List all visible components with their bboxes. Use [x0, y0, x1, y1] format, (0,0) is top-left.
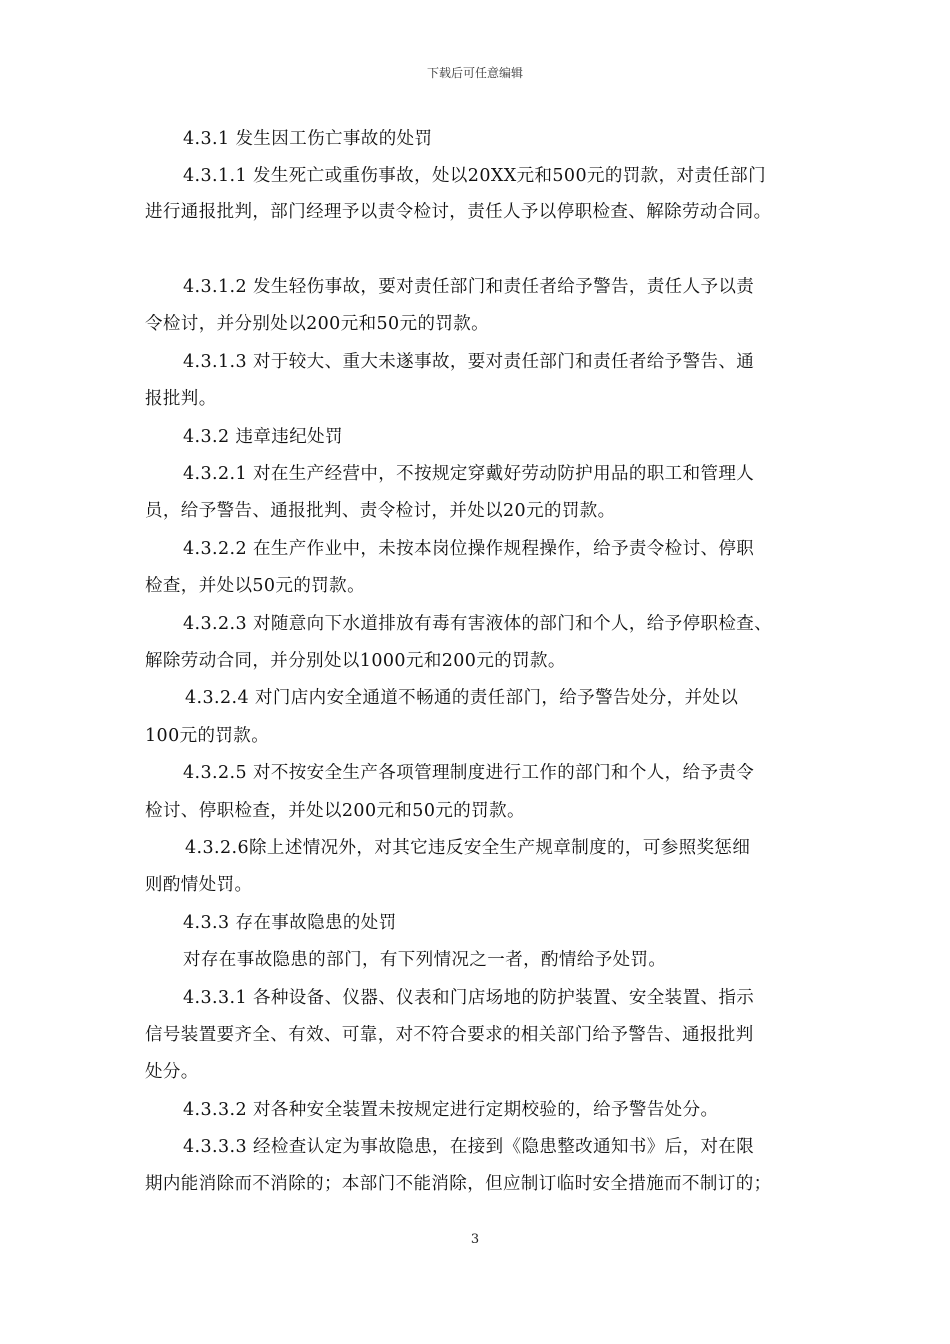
paragraph-line: 4.3.2.2 在生产作业中，未按本岗位操作规程操作，给予责令检讨、停职: [183, 539, 755, 559]
page-header: 下载后可任意编辑: [426, 66, 523, 80]
heading-4-3-1: 4.3.1 发生因工伤亡事故的处罚: [183, 129, 433, 149]
heading-4-3-2: 4.3.2 违章违纪处罚: [183, 427, 343, 447]
paragraph-line: 4.3.3.2 对各种安全装置未按规定进行定期校验的，给予警告处分。: [183, 1100, 719, 1120]
paragraph-line: 4.3.3.3 经检查认定为事故隐患，在接到《隐患整改通知书》后，对在限: [183, 1137, 755, 1157]
paragraph-line: 员，给予警告、通报批判、责令检讨，并处以20元的罚款。: [145, 501, 616, 521]
paragraph-line: 4.3.2.4 对门店内安全通道不畅通的责任部门，给予警告处分，并处以: [185, 688, 739, 708]
paragraph-line: 信号装置要齐全、有效、可靠，对不符合要求的相关部门给予警告、通报批判: [145, 1025, 754, 1045]
page-number: 3: [470, 1232, 480, 1247]
paragraph-line: 4.3.2.1 对在生产经营中，不按规定穿戴好劳动防护用品的职工和管理人: [183, 464, 755, 484]
paragraph-line: 检查，并处以50元的罚款。: [145, 576, 365, 596]
paragraph-line: 4.3.2.3 对随意向下水道排放有毒有害液体的部门和个人，给予停职检查、: [183, 614, 773, 634]
paragraph-line: 解除劳动合同，并分别处以1000元和200元的罚款。: [145, 651, 566, 671]
paragraph-line: 4.3.1.3 对于较大、重大未遂事故，要对责任部门和责任者给予警告、通: [183, 352, 755, 372]
paragraph-line: 4.3.2.5 对不按安全生产各项管理制度进行工作的部门和个人，给予责令: [183, 763, 755, 783]
paragraph-line: 处分。: [145, 1062, 199, 1082]
paragraph-line: 检讨、停职检查，并处以200元和50元的罚款。: [145, 801, 525, 821]
paragraph-line: 期内能消除而不消除的；本部门不能消除，但应制订临时安全措施而不制订的；: [145, 1174, 772, 1194]
paragraph-line: 则酌情处罚。: [145, 875, 253, 895]
paragraph-line: 进行通报批判，部门经理予以责令检讨，责任人予以停职检查、解除劳动合同。: [145, 202, 772, 222]
paragraph-line: 100元的罚款。: [145, 726, 270, 746]
paragraph-line: 4.3.2.6除上述情况外，对其它违反安全生产规章制度的，可参照奖惩细: [185, 838, 751, 858]
paragraph-line: 4.3.1.1 发生死亡或重伤事故，处以20XX元和500元的罚款，对责任部门: [183, 166, 766, 186]
paragraph-line: 4.3.1.2 发生轻伤事故，要对责任部门和责任者给予警告，责任人予以责: [183, 277, 755, 297]
paragraph-line: 令检讨，并分别处以200元和50元的罚款。: [145, 314, 490, 334]
heading-4-3-3: 4.3.3 存在事故隐患的处罚: [183, 913, 397, 933]
paragraph-line: 4.3.3.1 各种设备、仪器、仪表和门店场地的防护装置、安全装置、指示: [183, 988, 755, 1008]
paragraph-line: 报批判。: [145, 389, 217, 409]
paragraph-line: 对存在事故隐患的部门，有下列情况之一者，酌情给予处罚。: [183, 950, 667, 970]
